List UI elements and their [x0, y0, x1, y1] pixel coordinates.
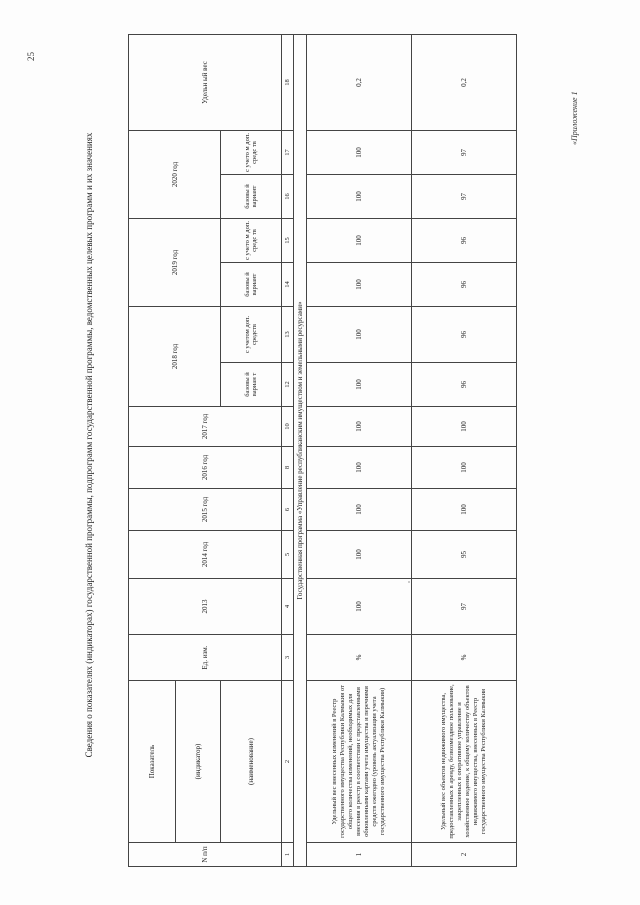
value-2020-extra: 100	[307, 131, 412, 175]
column-number: 6	[282, 489, 294, 531]
header-2019-extra: с учето м доп. средс тв	[221, 219, 282, 263]
header-2019: 2019 год	[129, 219, 221, 307]
header-num: N п/п	[129, 843, 282, 867]
indicator-name: Удельный вес объектов недвижимого имущества, предоставленных в аренду, безвозмездное пользование, закрепленных в оперативное управление и хозяйственное ведение, к общему количеству объектов недвижимого имущества, внесенных в Реестр государственного имущества Республики Калмыкия	[412, 681, 517, 843]
header-indicator-top: Показатель	[129, 681, 176, 843]
header-2020-base: базовы й вариант	[221, 175, 282, 219]
column-number: 10	[282, 407, 294, 447]
table-row	[412, 35, 517, 867]
column-number: 1	[282, 843, 294, 867]
unit-cell: %	[412, 635, 517, 681]
appendix-note: «Приложение 1	[570, 91, 579, 145]
row-num: 1	[307, 843, 412, 867]
column-number: 14	[282, 263, 294, 307]
value-2013: 100	[307, 579, 412, 635]
column-number-row	[282, 35, 294, 867]
header-2018-extra: с учетом доп. средств	[221, 307, 282, 363]
table-row	[307, 35, 412, 867]
column-number: 13	[282, 307, 294, 363]
header-2018-base: базовы й вариан т	[221, 363, 282, 407]
indicator-name: Удельный вес внесенных изменений в Реестр государственного имущества Республики Калмыкия от общего количества изменений, необходимых для внесения в реестр в соответствии с представленными обновленными картами учета имущества и перечнями средств ежегодно (уровень актуализации учета государственного имущества Республики Калмыкия)	[307, 681, 412, 843]
header-2015: 2015 год	[129, 489, 282, 531]
weight-cell: 0,2	[307, 35, 412, 131]
header-2018: 2018 год	[129, 307, 221, 407]
column-number: 16	[282, 175, 294, 219]
document-title: Сведения о показателях (индикаторах) государственной программы, подпрограмм государственной программы, ведомственных целевых программ и их значениях	[84, 132, 94, 758]
header-2019-base: базовы й вариант	[221, 263, 282, 307]
value-2017: 100	[412, 407, 517, 447]
header-indicator-mid: (индикатор)	[176, 681, 221, 843]
indicators-table	[128, 34, 517, 867]
value-2020-base: 100	[307, 175, 412, 219]
column-number: 3	[282, 635, 294, 681]
column-number: 15	[282, 219, 294, 263]
row-num: 2	[412, 843, 517, 867]
column-number: 5	[282, 531, 294, 579]
column-number: 2	[282, 681, 294, 843]
unit-cell: %	[307, 635, 412, 681]
header-indicator-bottom: (наименование)	[221, 681, 282, 843]
header-2014: 2014 год	[129, 531, 282, 579]
page-number: 25	[26, 52, 36, 61]
header-2020-extra: с учето м доп. средс тв	[221, 131, 282, 175]
value-2020-extra: 97	[412, 131, 517, 175]
header-2013: 2013	[129, 579, 282, 635]
value-2016: 100	[307, 447, 412, 489]
value-2018-extra: 96	[412, 307, 517, 363]
value-2016: 100	[412, 447, 517, 489]
header-2017: 2017 год	[129, 407, 282, 447]
value-2015: 100	[307, 489, 412, 531]
weight-cell: 0,2	[412, 35, 517, 131]
value-2018-base: 96	[412, 363, 517, 407]
header-row-top	[129, 35, 176, 867]
column-number: 8	[282, 447, 294, 489]
value-2018-extra: 100	[307, 307, 412, 363]
column-number: 4	[282, 579, 294, 635]
program-title: Государственная программа «Управление республиканским имуществом и земельными ресурсами»	[294, 35, 307, 867]
value-2013: 97	[412, 579, 517, 635]
program-title-row	[294, 35, 307, 867]
column-number: 18	[282, 35, 294, 131]
header-weight: Удельн ый вес	[129, 35, 282, 131]
value-2014: 95	[412, 531, 517, 579]
value-2015: 100	[412, 489, 517, 531]
header-unit: Ед. изм.	[129, 635, 282, 681]
header-2016: 2016 год	[129, 447, 282, 489]
column-number: 17	[282, 131, 294, 175]
value-2019-extra: 100	[307, 219, 412, 263]
column-number: 12	[282, 363, 294, 407]
value-2019-base: 100	[307, 263, 412, 307]
value-2014: 100	[307, 531, 412, 579]
value-2019-extra: 96	[412, 219, 517, 263]
value-2017: 100	[307, 407, 412, 447]
value-2019-base: 96	[412, 263, 517, 307]
value-2018-base: 100	[307, 363, 412, 407]
value-2020-base: 97	[412, 175, 517, 219]
header-2020: 2020 год	[129, 131, 221, 219]
